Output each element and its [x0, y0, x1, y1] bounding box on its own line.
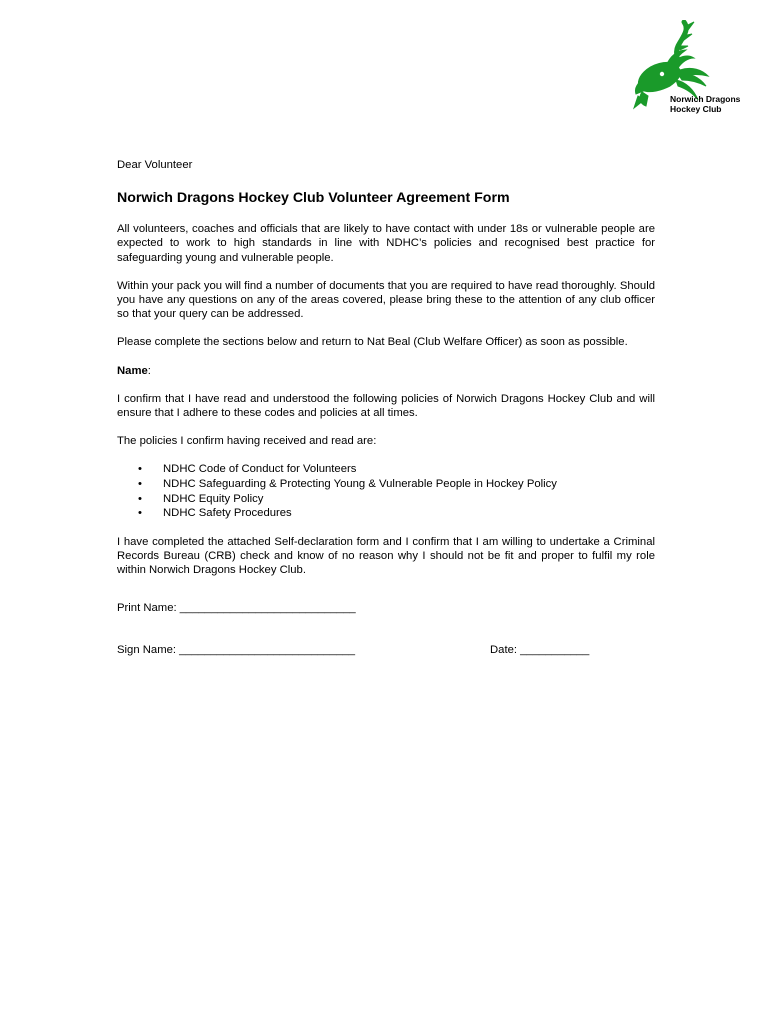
policies-intro: The policies I confirm having received and read are:: [117, 435, 377, 448]
pack-paragraph: Within your pack you will find a number of documents that you are required to have read thoroughly. Should you have any questions on any of the areas covered, please bring these to the attention of any club officer so that your query can be addressed.: [117, 279, 655, 321]
form-title: Norwich Dragons Hockey Club Volunteer Agreement Form: [117, 190, 510, 207]
name-label: Name: [117, 364, 148, 377]
bullet-icon: •: [138, 492, 142, 505]
club-logo: [632, 20, 752, 115]
instructions-paragraph: Please complete the sections below and return to Nat Beal (Club Welfare Officer) as soon as possible.: [117, 336, 628, 349]
sign-name-row: [117, 643, 655, 657]
club-name-logo-text: [670, 94, 740, 114]
list-item: [117, 506, 655, 521]
declaration-paragraph: I have completed the attached Self-declaration form and I confirm that I am willing to undertake a Criminal Records Bureau (CRB) check and know of no reason why I should not be fit and proper to fulfil my role within Norwich Dragons Hockey Club.: [117, 535, 655, 577]
policy-label: NDHC Code of Conduct for Volunteers: [163, 463, 357, 476]
list-item: [117, 462, 655, 477]
logo-line-2: Hockey Club: [670, 104, 722, 114]
list-item: [117, 492, 655, 507]
print-name-field[interactable]: Print Name: ____________________________: [117, 602, 356, 615]
policy-list: [117, 462, 655, 520]
confirmation-paragraph: I confirm that I have read and understood the following policies of Norwich Dragons Hockey Club and will ensure that I adhere to these codes and policies at all times.: [117, 392, 655, 420]
name-field[interactable]: [117, 364, 655, 378]
logo-line-1: Norwich Dragons: [670, 94, 741, 104]
name-label-colon: :: [147, 364, 151, 377]
policy-label: NDHC Equity Policy: [163, 492, 264, 505]
policy-label: NDHC Safety Procedures: [163, 507, 292, 520]
bullet-icon: •: [138, 463, 142, 476]
sign-name-field[interactable]: Sign Name: ____________________________: [117, 644, 356, 657]
letter-body: [117, 158, 655, 657]
bullet-icon: •: [138, 478, 142, 491]
list-item: [117, 477, 655, 492]
intro-paragraph: All volunteers, coaches and officials that are likely to have contact with under 18s or vulnerable people are expected to work to high standards in line with NDHC’s policies and recognised best practice for safeguarding young and vulnerable people.: [117, 223, 655, 264]
bullet-icon: •: [138, 507, 142, 520]
salutation: Dear Volunteer: [117, 159, 193, 171]
date-field[interactable]: Date: ___________: [490, 644, 590, 657]
policy-label: NDHC Safeguarding & Protecting Young & Vulnerable People in Hockey Policy: [163, 478, 557, 491]
print-name-row: [117, 601, 655, 615]
